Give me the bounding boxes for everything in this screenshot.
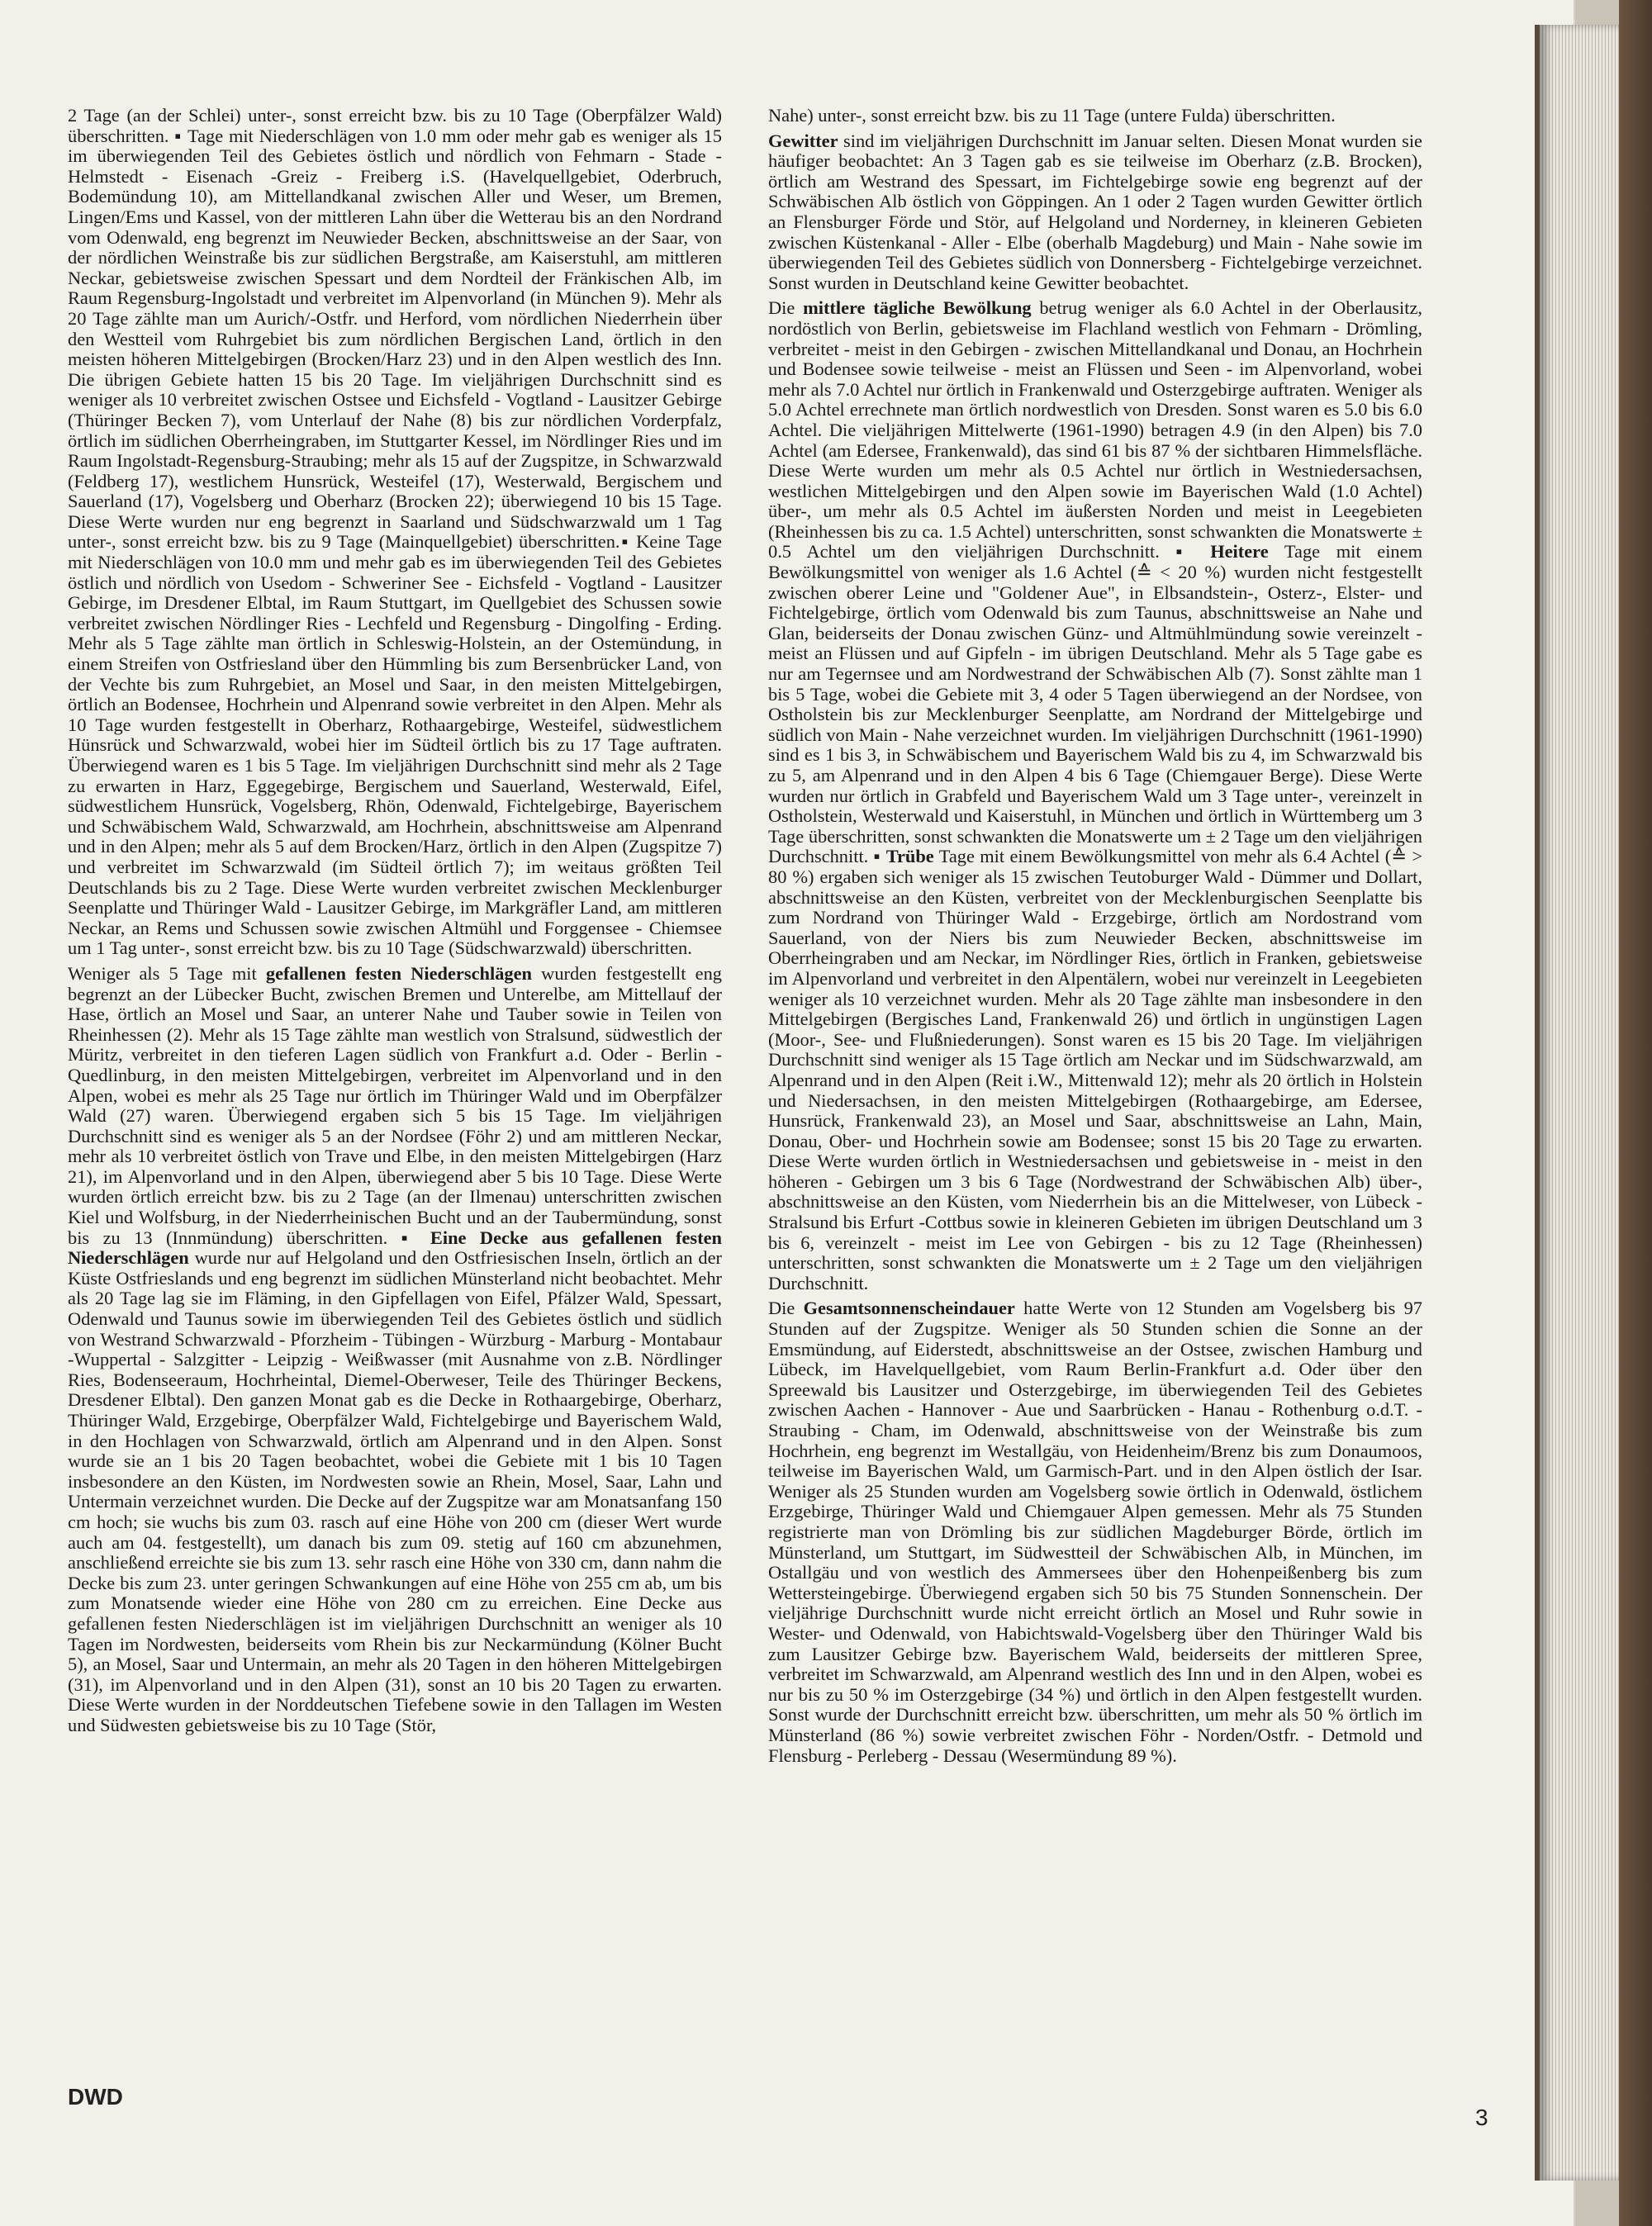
text-span: Die (768, 297, 804, 319)
left-column (68, 106, 722, 1741)
publisher-label: DWD (68, 2084, 123, 2110)
text-span: hatte Werte von 12 Stunden am Vogelsberg bis 97 Stunden auf der Zugspitze. Weniger als 50 Stunden schien die Sonne an der Emsmündung, auf Eiderstedt, abschnittsweise an der Ostsee, zwischen Hamburg und Lübeck, im Havelquellgebiet, vom Raum Berlin-Frankfurt a.d. Oder über den Spreewald bis Lausitzer und Osterzgebirge, im überwiegenden Teil des Gebietes zwischen Aachen - Hannover - Aue und Saarbrücken - Hanau - Rothenburg o.d.T. - Straubing - Cham, im Odenwald, abschnittsweise von der Weinstraße bis zum Hochrhein, eng begrenzt im Westallgäu, von Heidenheim/Brenz bis zum Donaumoos, teilweise im Bayerischen Wald, um Garmisch-Part. und in den Alpen östlich der Isar. Weniger als 25 Stunden wurden am Vogelsberg sowie örtlich in Odenwald, östlichem Erzgebirge, Thüringer Wald und Chiemgauer Alpen gemessen. Mehr als 75 Stunden registrierte man von Drömling bis zur südlichen Magdeburger Börde, örtlich im Münsterland, um Stuttgart, im Südwestteil der Schwäbischen Alb, in München, im Ostallgäu und von westlich des Ammersees über den Hohenpeißenberg bis zum Wettersteingebirge. Überwiegend ergaben sich 50 bis 75 Stunden Sonnenschein. Der vieljährige Durchschnitt wurde nicht erreicht örtlich an Mosel und Ruhr sowie in Wester- und Odenwald, von Habichtswald-Vogelsberg über den Thüringer Wald bis zum Lausitzer Gebirge bzw. Bayerischem Wald, beiderseits der mittleren Spree, verbreitet im Schwarzwald, am Alpenrand westlich des Inn und in den Alpen, wobei es nur bis zu 50 % im Osterzgebirge (34 %) und örtlich in den Alpen festgestellt wurden. Sonst wurde der Durchschnitt erreicht bzw. überschritten, um mehr als 50 % örtlich im Münsterland (86 %) sowie verbreitet zwischen Föhr - Norden/Ostfr. - Detmold und Flensburg - Perleberg - Dessau (Wesermündung 89 %). (768, 1298, 1422, 1766)
right-paragraph-bewoelkung (768, 298, 1422, 1293)
text-span: wurde nur auf Helgoland und den Ostfriesischen Inseln, örtlich an der Küste Ostfrieslands und eng begrenzt im südlichen Münsterland nicht beobachtet. Mehr als 20 Tage lag sie im Fläming, in den Gipfellagen von Eifel, Pfälzer Wald, Spessart, Odenwald und Taunus sowie im überwiegenden Teil des Gebietes östlich und südlich von Westrand Schwarzwald - Pforzheim - Tübingen - Würzburg - Marburg - Montabaur -Wuppertal - Salzgitter - Leipzig - Weißwasser (mit Ausnahme von z.B. Nördlinger Ries, Bodenseeraum, Hochrheintal, Diemel-Oberweser, Teile des Thüringer Beckens, Dresdener Elbtal). Den ganzen Monat gab es die Decke in Rothaargebirge, Oberharz, Thüringer Wald, Erzgebirge, Oberpfälzer Wald, Fichtelgebirge und Bayerischem Wald, in den Hochlagen von Schwarzwald, örtlich am Alpenrand und in den Alpen. Sonst wurde sie an 1 bis 20 Tagen beobachtet, wobei die Gebiete mit 1 bis 10 Tagen insbesondere an den Küsten, im Nordwesten sowie an Rhein, Mosel, Saar, Lahn und Untermain verzeichnet wurden. Die Decke auf der Zugspitze war am Monatsanfang 150 cm hoch; sie wuchs bis zum 03. rasch auf eine Höhe von 200 cm (dieser Wert wurde auch am 04. festgestellt), um danach bis zum 09. stetig auf 160 cm abzunehmen, anschließend erreichte sie bis zum 13. sehr rasch eine Höhe von 330 cm, dann nahm die Decke bis zum 23. unter geringen Schwankungen auf eine Höhe von 255 cm ab, um bis zum Monatsende wieder eine Höhe von 280 cm zu erreichen. Eine Decke aus gefallenen festen Niederschlägen ist im vieljährigen Durchschnitt an weniger als 10 Tagen im Nordwesten, beiderseits vom Rhein bis zur Neckarmündung (Kölner Bucht 5), an Mosel, Saar und Untermain, an mehr als 20 Tagen in den höheren Mittelgebirgen (31), im Alpenvorland und in den Alpen (31), sonst an 10 bis 20 Tagen zu erwarten. Diese Werte wurden in der Norddeutschen Tiefebene sowie in den Tallagen im Westen und Südwesten gebietsweise bis zu 10 Tage (Stör, (68, 1247, 722, 1735)
right-column (768, 106, 1422, 1771)
heading-term-bewoelkung: mittlere tägliche Bewölkung (803, 297, 1032, 319)
text-span: Weniger als 5 Tage mit (68, 962, 266, 984)
book-cover (1619, 0, 1652, 2226)
left-paragraph-1: 2 Tage (an der Schlei) unter-, sonst erreicht bzw. bis zu 10 Tage (Oberpfälzer Wald) überschritten. ▪ Tage mit Niederschlägen von 1.0 mm oder mehr gab es weniger als 15 im überwiegenden Teil des Gebietes östlich und nördlich von Fehmarn - Stade - Helmstedt - Eisenach -Greiz - Freiberg i.S. (Havelquellgebiet, Oderbruch, Bodemündung 10), am Mittellandkanal zwischen Aller und Weser, um Bremen, Lingen/Ems und Kassel, von der mittleren Lahn über die Wetterau bis an den Nordrand vom Odenwald, eng begrenzt im Neuwieder Becken, abschnittsweise an der Saar, von der nördlichen Weinstraße bis zur südlichen Bergstraße, am Kaiserstuhl, am mittleren Neckar, gebietsweise zwischen Spessart und dem Nordteil der Fränkischen Alb, im Raum Regensburg-Ingolstadt und verbreitet im Alpenvorland (in München 9). Mehr als 20 Tage zählte man um Aurich/-Ostfr. und Herford, vom nördlichen Niederrhein über den Westteil vom Ruhrgebiet bis zum nördlichen Bergischen Land, örtlich in den meisten höheren Mittelgebirgen (Brocken/Harz 23) und in den Alpen westlich des Inn. Die übrigen Gebiete hatten 15 bis 20 Tage. Im vieljährigen Durchschnitt sind es weniger als 10 verbreitet zwischen Ostsee und Eichsfeld - Vogtland - Lausitzer Gebirge (Thüringer Becken 7), vom Unterlauf der Nahe (8) bis zur nördlichen Vorderpfalz, örtlich im südlichen Oberrheingraben, im Stuttgarter Kessel, im Nördlinger Ries und im Raum Ingolstadt-Regensburg-Straubing; mehr als 15 auf der Zugspitze, in Schwarzwald (Feldberg 17), westlichem Hunsrück, Westeifel (17), Westerwald, Bergischem und Sauerland (17), Vogelsberg und Oberharz (Brocken 22); überwiegend 10 bis 15 Tage. Diese Werte wurden nur eng begrenzt in Saarland und Südschwarzwald um 1 Tag unter-, sonst erreicht bzw. bis zu 9 Tage (Mainquellgebiet) überschritten.▪ Keine Tage mit Niederschlägen von 10.0 mm und mehr gab es im überwiegenden Teil des Gebietes östlich und nördlich von Usedom - Schweriner See - Eichsfeld - Vogtland - Lausitzer Gebirge, im Dresdener Elbtal, im Raum Stuttgart, im Quellgebiet des Schussen sowie verbreitet zwischen Nördlinger Ries - Lechfeld und Regensburg - Dingolfing - Erding. Mehr als 5 Tage zählte man örtlich in Schleswig-Holstein, an der Ostemündung, in einem Streifen von Ostfriesland über den Hümmling bis zum Bersenbrücker Land, von der Vechte bis zum Ruhrgebiet, an Mosel und Saar, in den meisten Mittelgebirgen, örtlich an Bodensee, Hochrhein und Alpenrand sowie verbreitet in den Alpen. Mehr als 10 Tage wurden festgestellt in Oberharz, Rothaargebirge, Westeifel, südwestlichem Hünsrück und Schwarzwald, wobei hier im Südteil örtlich bis zu 17 Tage auftraten. Überwiegend waren es 1 bis 5 Tage. Im vieljährigen Durchschnitt sind mehr als 2 Tage zu erwarten in Harz, Eggegebirge, Bergischem und Sauerland, Westerwald, Eifel, südwestlichem Hunsrück, Vogelsberg, Rhön, Odenwald, Fichtelgebirge, Bayerischem und Schwäbischem Wald, Schwarzwald, am Hochrhein, abschnittsweise am Alpenrand und in den Alpen; mehr als 5 auf dem Brocken/Harz, örtlich in den Alpen (Zugspitze 7) und verbreitet im Schwarzwald (im Südteil örtlich 7); im weitaus größten Teil Deutschlands bis zu 2 Tage. Diese Werte wurden verbreitet zwischen Mecklenburger Seenplatte und Thüringer Wald - Lausitzer Gebirge, im Markgräfler Land, am mittleren Neckar, an Rems und Schussen sowie zwischen Altmühl und Forggensee - Chiemsee um 1 Tag unter-, sonst erreicht bzw. bis zu 10 Tage (Südschwarzwald) überschritten. (68, 105, 722, 959)
text-span: sind im vieljährigen Durchschnitt im Januar selten. Diesen Monat wurden sie häufiger beobachtet: An 3 Tagen gab es sie teilweise im Oberharz (z.B. Brocken), örtlich am Westrand des Spessart, im Fichtelgebirge sowie eng begrenzt auf der Schwäbischen Alb östlich von Göppingen. An 1 oder 2 Tagen wurden Gewitter örtlich an Flensburger Förde und Stör, auf Helgoland und Norderney, in kleineren Gebieten zwischen Küstenkanal - Aller - Elbe (oberhalb Magdeburg) und Main - Nahe sowie im überwiegenden Teil des Gebietes südlich von Donnersberg - Fichtelgebirge verzeichnet. Sonst wurden in Deutschland keine Gewitter beobachtet. (768, 130, 1422, 293)
heading-term-gewitter: Gewitter (768, 130, 838, 151)
right-paragraph-gewitter (768, 131, 1422, 294)
text-span: Die (768, 1298, 804, 1319)
text-span: wurden festgestellt eng begrenzt an der Lübecker Bucht, zwischen Bremen und Unterelbe, am Mittellauf der Hase, örtlich an Mosel und Saar, an unterer Nahe und Tauber sowie in Teilen von Rheinhessen (2). Mehr als 15 Tage zählte man westlich von Stralsund, südwestlich der Müritz, verbreitet in den tieferen Lagen südlich von Frankfurt a.d. Oder - Berlin - Quedlinburg, in den meisten Mittelgebirgen, verbreitet im Alpenvorland und in den Alpen, wobei es mehr als 25 Tage nur örtlich im Thüringer Wald und im Oberpfälzer Wald (27) waren. Überwiegend ergaben sich 5 bis 15 Tage. Im vieljährigen Durchschnitt sind es weniger als 5 an der Nordsee (Föhr 2) und am mittleren Neckar, mehr als 10 verbreitet östlich von Trave und Elbe, in den meisten Mittelgebirgen (Harz 21), im Alpenvorland und in den Alpen, überwiegend aber 5 bis 10 Tage. Diese Werte wurden örtlich erreicht bzw. bis zu 2 Tage (an der Ilmenau) unterschritten zwischen Kiel und Wolfsburg, in der Niederrheinischen Bucht und an der Taubermündung, sonst bis zu 13 (Innmündung) überschritten. ▪ (68, 962, 722, 1248)
text-span: Tage mit einem Bewölkungsmittel von weniger als 1.6 Achtel (≙ < 20 %) wurden nicht festgestellt zwischen oberer Leine und "Goldener Aue", in Elbsandstein-, Osterz-, Elster- und Fichtelgebirge, örtlich vom Odenwald bis zum Taunus, abschnittsweise an Nahe und Glan, beiderseits der Donau zwischen Günz- und Altmühlmündung sowie vereinzelt - meist an Flüssen und auf Gipfeln - im übrigen Deutschland. Mehr als 5 Tage gabe es nur am Tegernsee und am Nordwestrand der Schwäbischen Alb (7). Sonst zählte man 1 bis 5 Tage, wobei die Gebiete mit 3, 4 oder 5 Tagen überwiegend an der Nordsee, von Ostholstein bis zur Mecklenburger Seenplatte, am Nordrand der Mittelgebirge und südlich von Main - Nahe verzeichnet wurden. Im vieljährigen Durchschnitt (1961-1990) sind es 1 bis 3, in Schwäbischem und Bayerischem Wald bis zu 4, im Schwarzwald bis zu 5, am Alpenrand und in den Alpen 4 bis 6 Tage (Chiemgauer Berge). Diese Werte wurden nur örtlich in Grabfeld und Bayerischem Wald um 3 Tage unter-, vereinzelt in Ostholstein, Westerwald und Kaiserstuhl, in München und örtlich in Württemberg um 3 Tage überschritten, sonst schwankten die Monatswerte um ± 2 Tage um den vieljährigen Durchschnitt. ▪ (768, 541, 1422, 867)
left-paragraph-2 (68, 964, 722, 1736)
page-number: 3 (1475, 2105, 1488, 2130)
heading-term-sonnenscheindauer: Gesamtsonnenscheindauer (803, 1298, 1015, 1319)
right-paragraph-1: Nahe) unter-, sonst erreicht bzw. bis zu 11 Tage (untere Fulda) überschritten. (768, 105, 1336, 126)
text-span: Tage mit einem Bewölkungsmittel von mehr als 6.4 Achtel (≙ > 80 %) ergaben sich weniger als 15 zwischen Teutoburger Wald - Dümmer und Dollart, abschnittsweise an den Küsten, verbreitet von der Mecklenburgischen Seenplatte bis zum Nordrand von Thüringer Wald - Erzgebirge, örtlich am Nordostrand vom Sauerland, von der Niers bis zum Neuwieder Becken, abschnittsweise im Oberrheingraben und am Neckar, im Nördlinger Ries, örtlich in Franken, gebietsweise im Alpenvorland und verbreitet in den Alpentälern, wobei nur vereinzelt in Leegebieten weniger als 10 verzeichnet wurden. Mehr als 20 Tage zählte man insbesondere in den Mittelgebirgen (Bergisches Land, Frankenwald 26) und örtlich in ungünstigen Lagen (Moor-, See- und Flußniederungen). Sonst waren es 15 bis 20 Tage. Im vieljährigen Durchschnitt sind weniger als 15 Tage örtlich am Neckar und im Südschwarzwald, am Alpenrand und in den Alpen (Reit i.W., Mittenwald 12); mehr als 20 örtlich in Holstein und Niedersachsen, in den meisten Mittelgebirgen (Rothaargebirge, am Edersee, Hunsrück, Frankenwald 23), an Mosel und Saar, abschnittsweise an Lahn, Main, Donau, Ober- und Hochrhein sowie am Bodensee; sonst 15 bis 20 Tage zu erwarten. Diese Werte wurden örtlich in Westniedersachsen und gebietsweise in - meist in den höheren - Gebirgen um 3 bis 6 Tage (Nordwestrand der Schwäbischen Alb) über-, abschnittsweise an den Küsten, vom Niederrhein bis an die Mittelweser, von Lübeck - Stralsund bis Erfurt -Cottbus sowie in kleineren Gebieten im übrigen Deutschland um 3 bis 6, vereinzelt - meist im Lee von Gebirgen - bis zu 12 Tage (Rheinhessen) unterschritten, sonst schwankten die Monatswerte um ± 2 Tage um den vieljährigen Durchschnitt. (768, 846, 1423, 1293)
right-paragraph-sonnenschein (768, 1298, 1422, 1766)
heading-term-truebe: Trübe (885, 846, 934, 867)
heading-term-heitere: Heitere (1210, 541, 1269, 562)
heading-term-gefallene-feste-niederschlaege: gefallenen festen Niederschlägen (265, 962, 532, 984)
heading-term-decke: Eine Decke aus gefallenen festen Niederschlägen (68, 1227, 722, 1269)
text-span: betrug weniger als 6.0 Achtel in der Oberlausitz, nordöstlich von Berlin, gebietsweise im Flachland westlich von Fehmarn - Drömling, verbreitet - meist in den Gebirgen - zwischen Mittellandkanal und Donau, an Hochrhein und Bodensee sowie teilweise - meist an Flüssen und Seen - im Alpenvorland, wobei mehr als 7.0 Achtel nur örtlich in Frankenwald und Osterzgebirge auftraten. Weniger als 5.0 Achtel errechnete man örtlich nordwestlich von Dresden. Sonst waren es 5.0 bis 6.0 Achtel. Die vieljährigen Mittelwerte (1961-1990) betragen 4.9 (in den Alpen) bis 7.0 Achtel (am Edersee, Frankenwald), das sind 61 bis 87 % der sichtbaren Himmelsfläche. Diese Werte wurden um mehr als 0.5 Achtel nur örtlich in Westniedersachsen, westlichen Mittelgebirgen und den Alpen sowie im Bayerischen Wald (1.0 Achtel) über-, um mehr als 0.5 Achtel im äußersten Norden und meist in Leegebieten (Rheinhessen bis zu ca. 1.5 Achtel) unterschritten, sonst schwankten die Monatswerte ± 0.5 Achtel um den vieljährigen Durchschnitt. ▪ (768, 297, 1422, 562)
